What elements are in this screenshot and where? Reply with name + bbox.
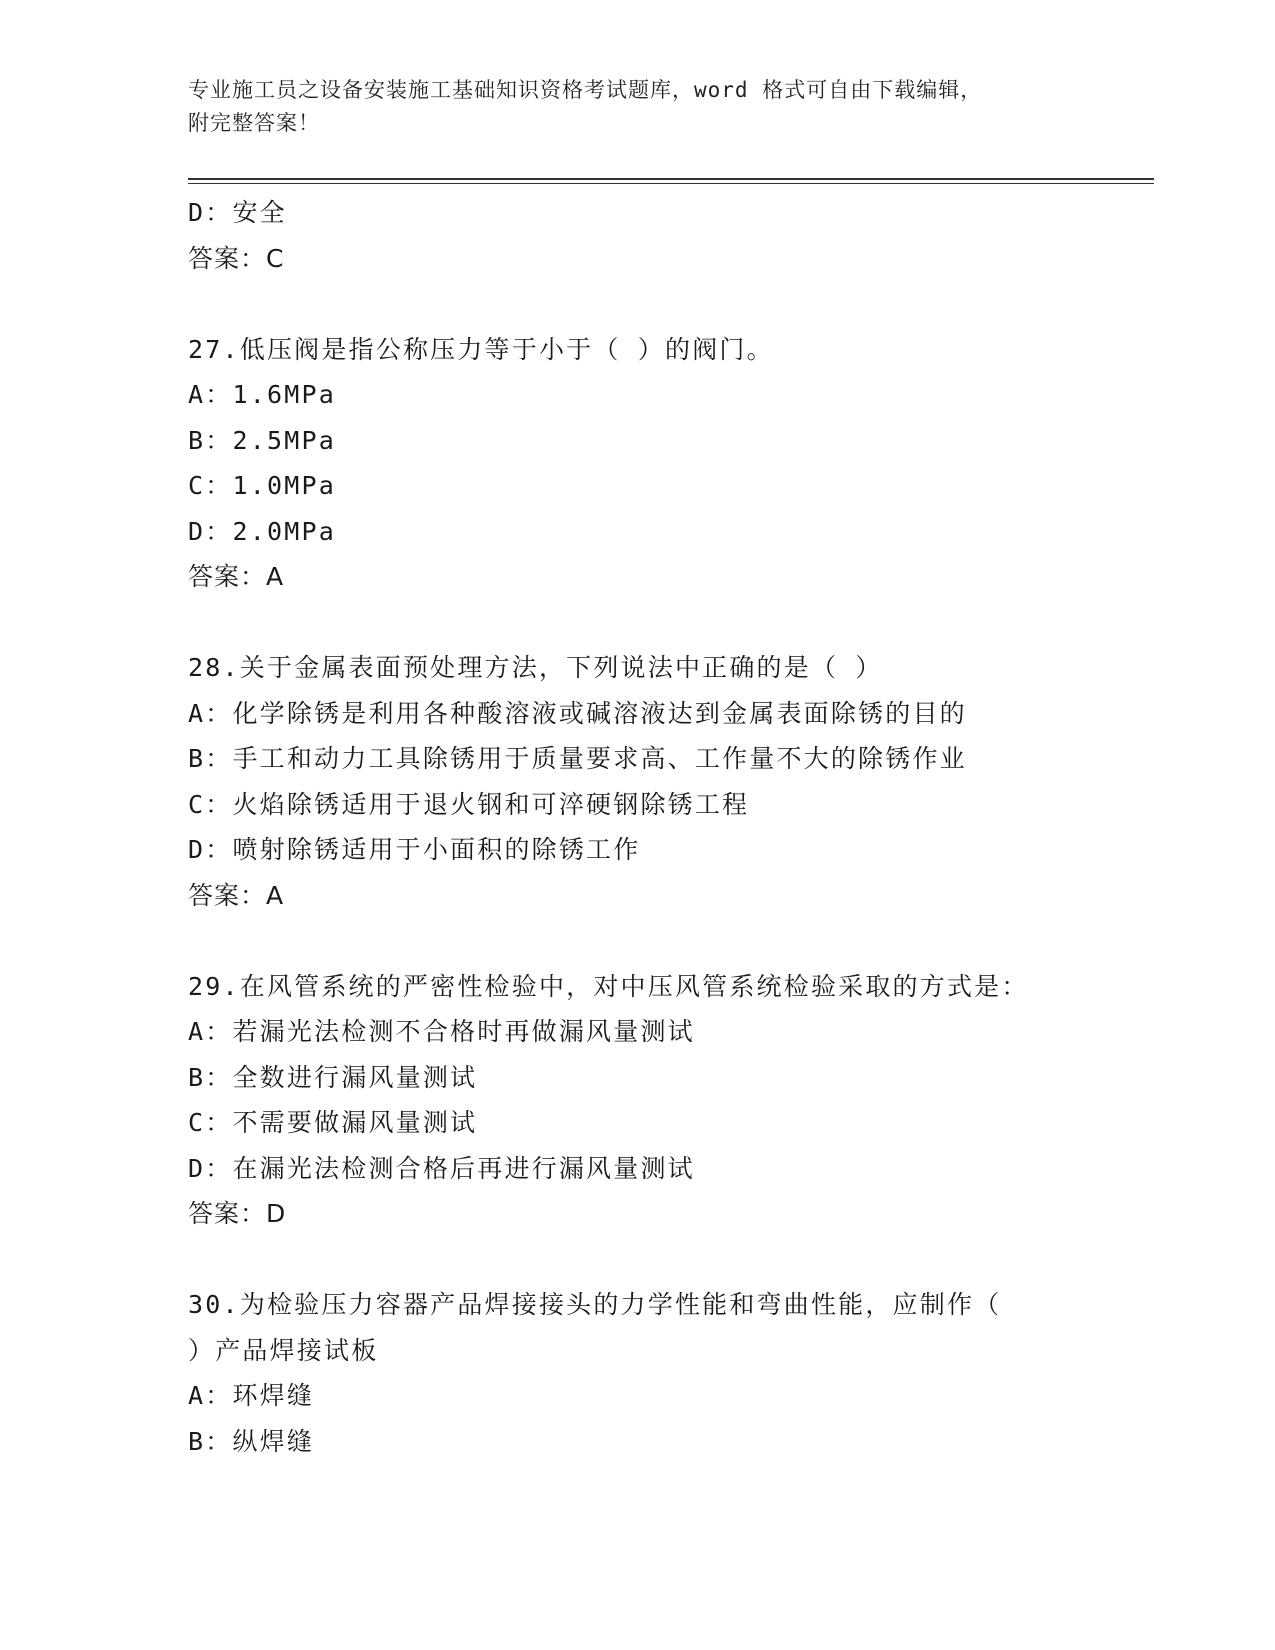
option-a: A：化学除锈是利用各种酸溶液或碱溶液达到金属表面除锈的目的: [188, 698, 967, 728]
question-stem: 28.关于金属表面预处理方法，下列说法中正确的是（ ）: [188, 653, 883, 682]
question-stem: 29.在风管系统的严密性检验中，对中压风管系统检验采取的方式是：: [188, 971, 1029, 1001]
option-d: D：在漏光法检测合格后再进行漏风量测试: [188, 1153, 695, 1183]
answer-line: 答案：A: [188, 562, 285, 591]
question-27: [188, 327, 1154, 600]
question-29: [188, 964, 1154, 1237]
previous-question-tail: [188, 190, 1154, 281]
answer-line: 答案：C: [188, 243, 285, 273]
question-30: [188, 1282, 1154, 1464]
option-b: B：纵焊缝: [188, 1426, 315, 1456]
option-d: D：喷射除锈适用于小面积的除锈工作: [188, 835, 641, 864]
header-line-2: 附完整答案！: [188, 111, 320, 135]
header-divider-thick: [188, 178, 1154, 180]
option-b: B：手工和动力工具除锈用于质量要求高、工作量不大的除锈作业: [188, 744, 967, 773]
spacer: [188, 918, 1154, 964]
question-28: [188, 645, 1154, 918]
option-d: D：安全: [188, 198, 287, 227]
option-a: A：若漏光法检测不合格时再做漏风量测试: [188, 1017, 695, 1046]
header-divider-thin: [188, 183, 1154, 184]
question-list: [188, 190, 1154, 1464]
question-stem-continued: ）产品焊接试板: [188, 1335, 379, 1365]
spacer: [188, 600, 1154, 646]
option-a: A：1.6MPa: [188, 380, 336, 409]
document-header: [188, 74, 1068, 140]
option-d: D：2.0MPa: [188, 516, 336, 546]
question-stem: 30.为检验压力容器产品焊接接头的力学性能和弯曲性能，应制作（: [188, 1290, 1002, 1319]
answer-line: 答案：A: [188, 880, 285, 910]
header-line-1: 专业施工员之设备安装施工基础知识资格考试题库，word 格式可自由下载编辑，: [188, 78, 983, 102]
option-c: C：1.0MPa: [188, 471, 336, 500]
option-b: B：全数进行漏风量测试: [188, 1062, 478, 1092]
spacer: [188, 1237, 1154, 1283]
question-stem: 27.低压阀是指公称压力等于小于（ ）的阀门。: [188, 334, 774, 364]
option-c: C：不需要做漏风量测试: [188, 1108, 478, 1137]
spacer: [188, 281, 1154, 327]
answer-line: 答案：D: [188, 1199, 287, 1228]
option-a: A：环焊缝: [188, 1381, 315, 1410]
option-b: B：2.5MPa: [188, 425, 336, 455]
option-c: C：火焰除锈适用于退火钢和可淬硬钢除锈工程: [188, 789, 750, 819]
